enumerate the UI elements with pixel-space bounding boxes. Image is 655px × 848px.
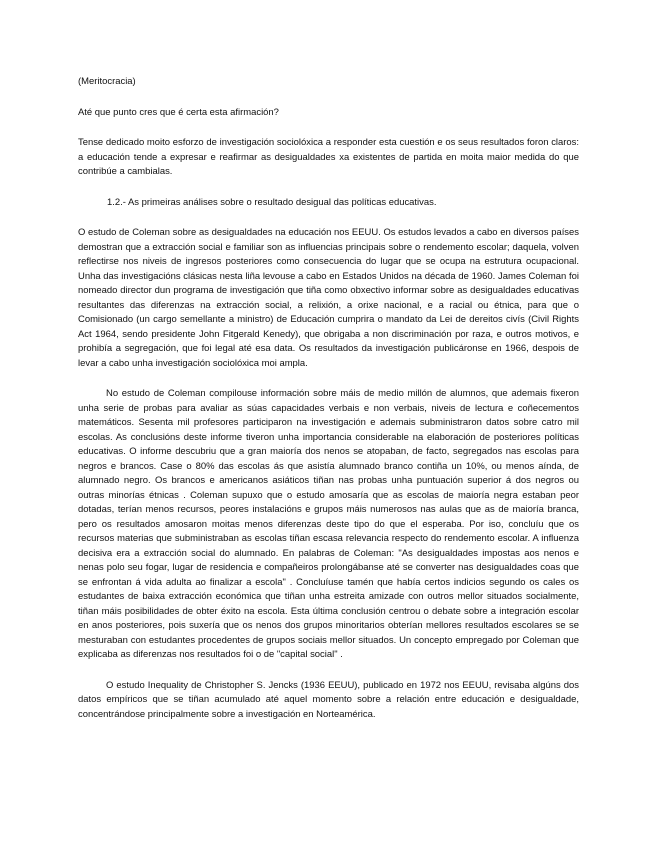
section-heading: 1.2.- As primeiras análises sobre o resultado desigual das políticas educativas.	[107, 196, 437, 208]
document-question: Até que punto cres que é certa esta afirmación?	[78, 106, 279, 118]
body-paragraph-coleman-study: O estudo de Coleman sobre as desigualdades na educación nos EEUU. Os estudos levados a cabo en diversos países demostran que a extracción social e familiar son as influencias principais sobre o rendemento escolar; daquela, volven reflectirse nos niveis de ingresos posteriores como consecuencia do lugar que se ocupa na estrutura ocupacional. Unha das investigacións clásicas nesta liña levouse a cabo en Estados Unidos na década de 1960. James Coleman foi nomeado director dun programa de investigación que tiña como obxectivo informar sobre as desigualdades educativas resultantes das diferenzas na extracción social, a relixión, a orixe nacional, e a racial ou étnica, para que o Comisionado (un cargo semellante a ministro) de Educación cumprira o mandato da Lei de dereitos civís (Civil Rights Act 1964, sendo presidente John Fitgerald Kenedy), que obrigaba a non discriminación por raza, e outros motivos, e prohibía a segregación, que foi legal até esa data. Os resultados da investigación publicáronse en 1966, despois de levar a cabo unha investigación sociolóxica moi ampla.	[78, 227, 579, 369]
intro-paragraph: Tense dedicado moito esforzo de investigación sociolóxica a responder esta cuestión e os seus resultados foron claros: a educación tende a expresar e reafirmar as desigualdades xa existentes de partida en moita maior medida do que contribúe a cambialas.	[78, 137, 579, 177]
body-paragraph-jencks-study: O estudo Inequality de Christopher S. Jencks (1936 EEUU), publicado en 1972 nos EEUU, revisaba algúns dos datos empíricos que se tiñan acumulado até aquel momento sobre a relación entre educación e desigualdade, concentrándose principalmente sobre a investigación en Norteamérica.	[78, 679, 579, 720]
document-label: (Meritocracia)	[78, 76, 136, 87]
body-paragraph-coleman-findings: No estudo de Coleman compilouse información sobre máis de medio millón de alumnos, que ademais fixeron unha serie de probas para avaliar as súas capacidades verbais e non verbais, niveis de lectura e coñecementos matemáticos. Sesenta mil profesores participaron na investigación e ademais subministraron datos sobre catro mil escolas. As conclusións deste informe tiveron unha importancia considerable na elaboración de posteriores políticas educativas. O informe descubriu que a gran maioría dos nenos se atopaban, de facto, segregados nas escolas para negros e brancos. Case o 80% das escolas ás que asistía alumnado branco contiña un 10%, ou menos aínda, de alumnado negro. Os brancos e americanos asiáticos tiñan nas probas unha puntuación superior á dos negros ou outras minorías étnicas . Coleman supuxo que o estudo amosaría que as escolas de maioría negra estaban peor dotadas, terían menos recursos, peores instalacións e grupos máis numerosos nas aulas que as de maioría branca, pero os resultados amosaron moitas menos diferenzas deste tipo do que el esperaba. Por iso, concluíu que os recursos materias que subministraban as escolas tiñan escasa relevancia respecto do rendemento escolar. A influenza decisiva era a extracción social do alumnado. En palabras de Coleman: "As desigualdades impostas aos nenos e nenas polo seu fogar, lugar de residencia e compañeiros prolongábanse até se converter nas desigualdades coas que se enfrontan á vida adulta ao finalizar a escola" . Concluíuse tamén que había certos indicios segundo os cales os estudantes de baixa extracción económica que tiñan unha estreita amizade con outros mellor situados socialmente, tiñan máis posibilidades de obter éxito na escola. Esta última conclusión centrou o debate sobre a integración escolar en anos posteriores, pois suxería que os nenos dos grupos minoritarios obterían mellores resultados escolares se se mesturaban con estudantes procedentes de grupos sociais mellor situados. Un concepto empregado por Coleman que explicaba as diferenzas nos resultados foi o de "capital social" .	[78, 388, 579, 660]
